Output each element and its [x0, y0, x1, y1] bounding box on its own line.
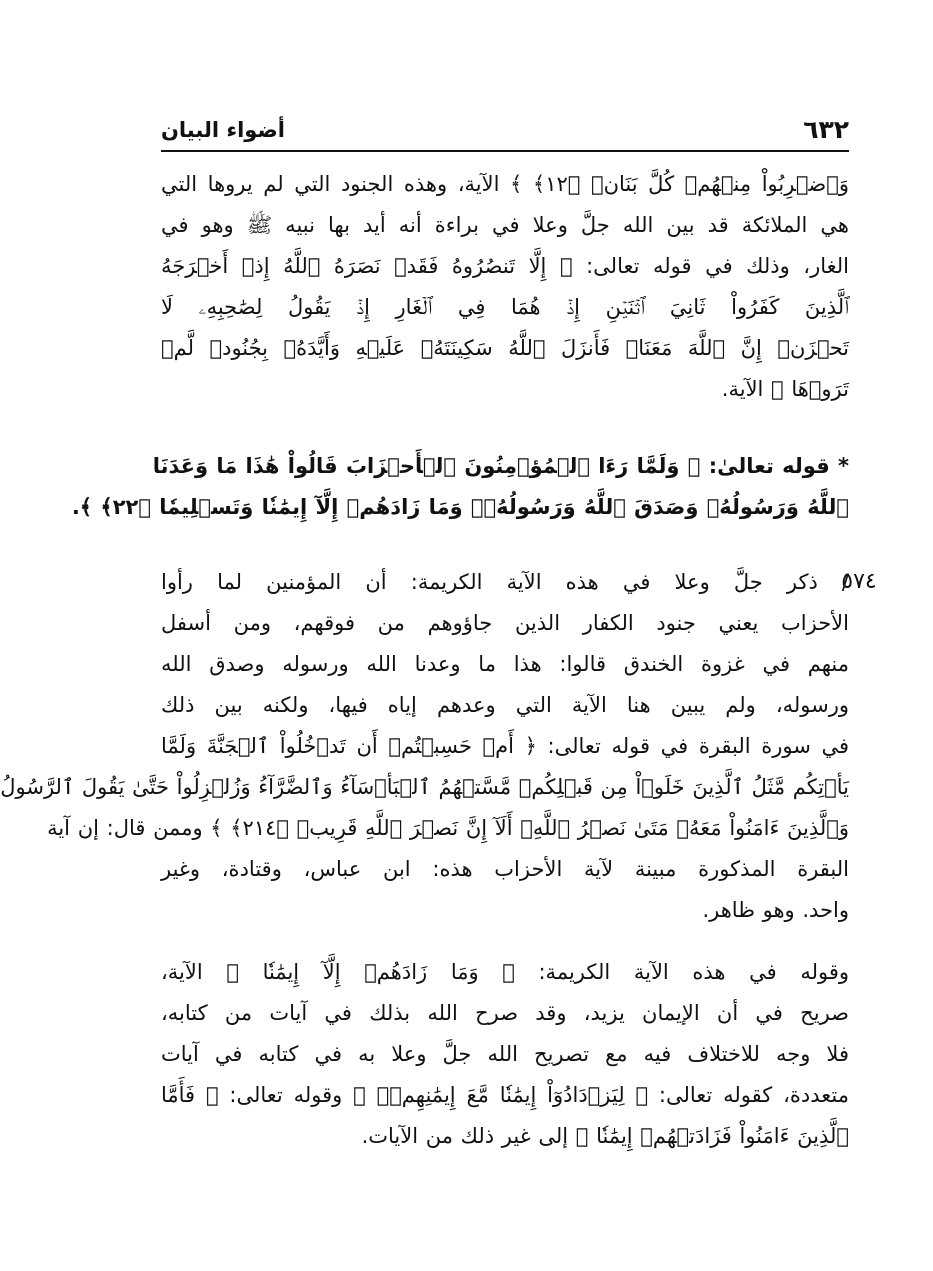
- text-line: تَرَوۡهَا ﴾ الآية.: [721, 377, 849, 401]
- book-title: أضواء البيان: [161, 118, 285, 142]
- paragraph-2: [0, 562, 849, 931]
- text-line: وَٱلَّذِينَ ءَامَنُواْ مَعَهُۥ مَتَىٰ نَصۡرُ ٱللَّهِۗ أَلَآ إِنَّ نَصۡرَ ٱللَّهِ قَرِيبٞ ﴿٢١٤﴾ ﴾ وممن قال: إن آية: [47, 816, 849, 840]
- text-line: * قوله تعالىٰ: ﴿ وَلَمَّا رَءَا ٱلۡمُؤۡمِنُونَ ٱلۡأَحۡزَابَ قَالُواْ هَٰذَا مَا وَعَدَنَا: [152, 454, 849, 478]
- text-line: ورسوله، ولم يبين هنا الآية التي وعدهم إياه فيها، ولكنه بين ذلك: [161, 693, 849, 717]
- text-line: الأحزاب يعني جنود الكفار الذين جاؤوهم من فوقهم، ومن أسفل: [161, 611, 849, 635]
- text-line: / ذكر جلَّ وعلا في هذه الآية الكريمة: أن المؤمنين لما رأوا: [161, 570, 849, 594]
- text-line: ٱلَّذِينَ كَفَرُواْ ثَانِيَ ٱثۡنَيۡنِ إِذۡ هُمَا فِي ٱلۡغَارِ إِذۡ يَقُولُ لِصَٰحِبِهِۦ لَا: [161, 295, 849, 319]
- text-line: صريح في أن الإيمان يزيد، وقد صرح الله بذلك في آيات من كتابه،: [161, 1001, 849, 1025]
- heading-verse: [71, 446, 849, 528]
- text-line: متعددة، كقوله تعالى: ﴿ لِيَزۡدَادُوٓاْ إِيمَٰنٗا مَّعَ إِيمَٰنِهِمۡۗ ﴾ وقوله تعالى: ﴿ فَأَمَّا: [161, 1083, 849, 1107]
- text-line: يَأۡتِكُم مَّثَلُ ٱلَّذِينَ خَلَوۡاْ مِن قَبۡلِكُمۖ مَّسَّتۡهُمُ ٱلۡبَأۡسَآءُ وَٱلضَّرَّآءُ وَزُلۡزِلُواْ حَتَّىٰ يَقُولَ ٱلرَّسُولُ: [0, 775, 849, 799]
- text-line: الغار، وذلك في قوله تعالى: ﴿ إِلَّا تَنصُرُوهُ فَقَدۡ نَصَرَهُ ٱللَّهُ إِذۡ أَخۡرَجَهُ: [161, 254, 849, 278]
- text-line: فلا وجه للاختلاف فيه مع تصريح الله جلَّ وعلا به في كتابه في آيات: [161, 1042, 849, 1066]
- text-line: وَٱضۡرِبُواْ مِنۡهُمۡ كُلَّ بَنَانٖ ﴿١٢﴾ ﴾ الآية، وهذه الجنود التي لم يروها التي: [161, 172, 849, 196]
- text-line: تَحۡزَنۡ إِنَّ ٱللَّهَ مَعَنَاۖ فَأَنزَلَ ٱللَّهُ سَكِينَتَهُۥ عَلَيۡهِ وَأَيَّدَهُۥ بِجُنُودٖ لَّمۡ: [161, 336, 849, 360]
- text-line: واحد. وهو ظاهر.: [702, 898, 849, 922]
- text-line: هي الملائكة قد بين الله جلَّ وعلا في براءة أنه أيد بها نبيه ﷺ وهو في: [161, 213, 849, 237]
- text-line: وقوله في هذه الآية الكريمة: ﴿ وَمَا زَادَهُمۡ إِلَّآ إِيمَٰنٗا ﴾ الآية،: [161, 960, 849, 984]
- page-header: [161, 108, 849, 148]
- paragraph-1: [161, 164, 849, 410]
- paragraph-3: [161, 952, 849, 1157]
- text-line: في سورة البقرة في قوله تعالى: ﴿ أَمۡ حَسِبۡتُمۡ أَن تَدۡخُلُواْ ٱلۡجَنَّةَ وَلَمَّا: [161, 734, 849, 758]
- text-line: ٱلَّذِينَ ءَامَنُواْ فَزَادَتۡهُمۡ إِيمَٰنٗا ﴾ إلى غير ذلك من الآيات.: [361, 1124, 849, 1148]
- text-line: ٱللَّهُ وَرَسُولُهُۥ وَصَدَقَ ٱللَّهُ وَرَسُولُهُۥۚ وَمَا زَادَهُمۡ إِلَّآ إِيمَٰنٗا وَتَسۡلِيمٗا ﴿٢٢﴾ ﴾.: [71, 495, 849, 519]
- margin-reference-number: ٥٧٤: [841, 569, 877, 594]
- header-rule: [161, 150, 849, 152]
- text-line: البقرة المذكورة مبينة لآية الأحزاب هذه: ابن عباس، وقتادة، وغير: [161, 857, 849, 881]
- text-line: منهم في غزوة الخندق قالوا: هذا ما وعدنا الله ورسوله وصدق الله: [161, 652, 849, 676]
- page-number: ٦٣٢: [803, 115, 849, 144]
